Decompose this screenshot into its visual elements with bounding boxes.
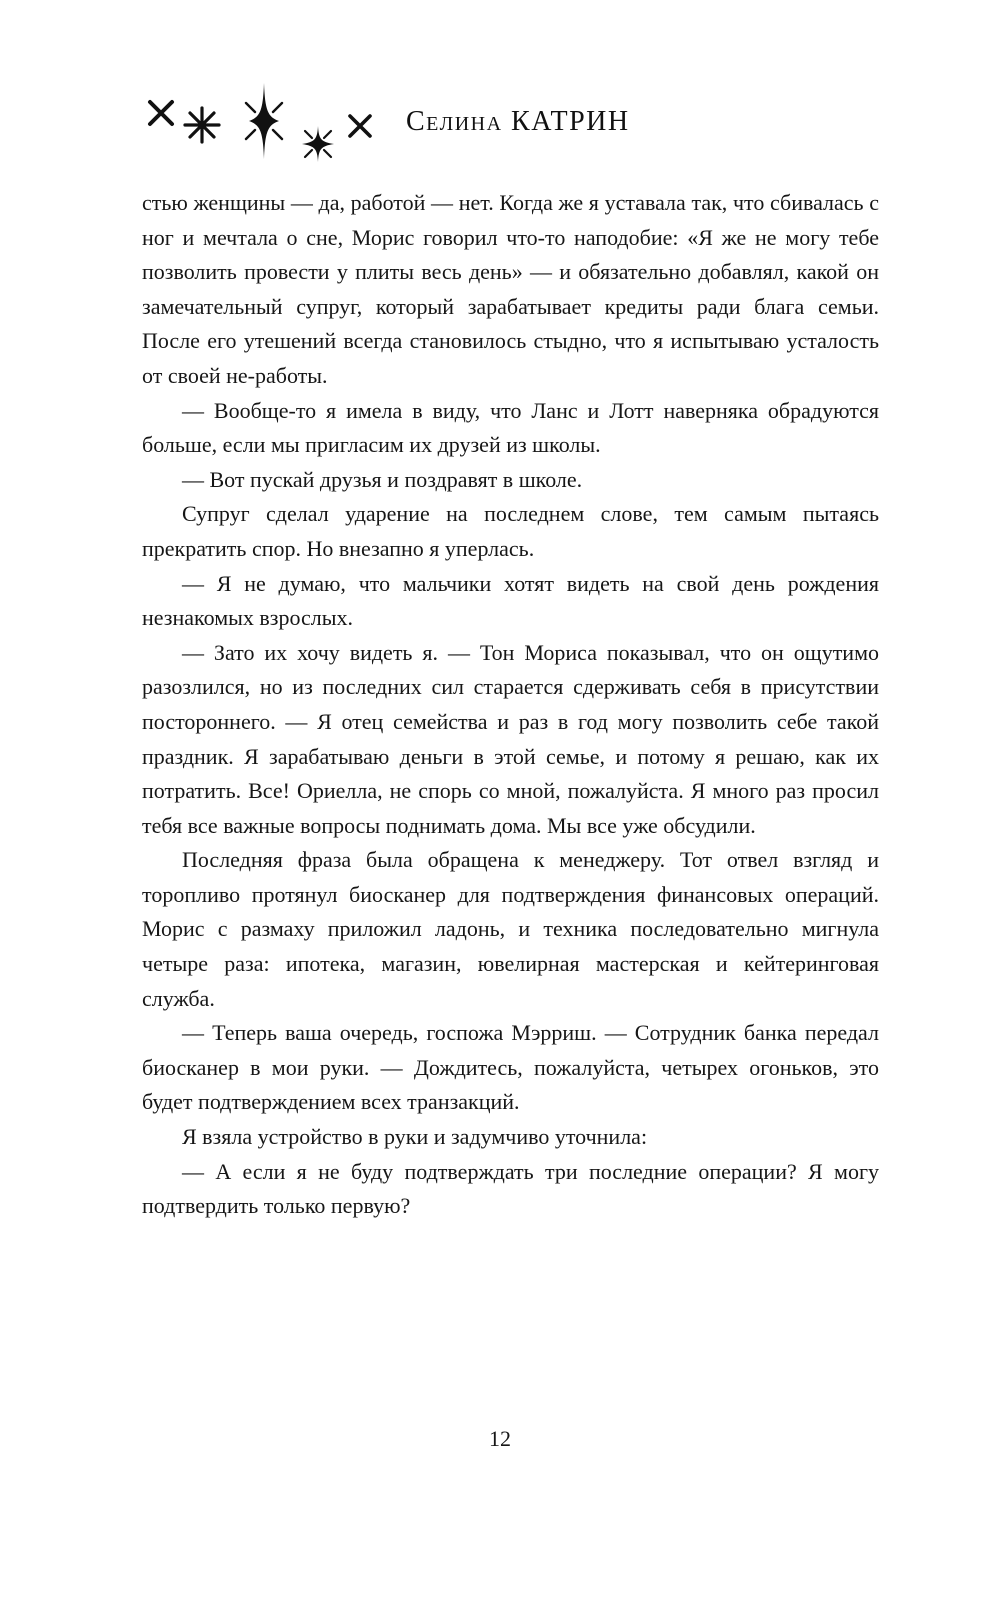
paragraph: стью женщины — да, работой — нет. Когда же я уставала так, что сбивалась с ног и мечтала о сне, Морис говорил что-то наподобие: «Я же не могу тебе позволить провести у плиты весь день» — и обязательно добавлял, какой он замечательный супруг, который зарабатывает кредиты ради блага семьи. После его утешений всегда становилось стыдно, что я испытываю усталость от своей не-работы. (142, 190, 879, 388)
paragraph: Я взяла устройство в руки и задумчиво уточнила: (182, 1124, 648, 1150)
paragraph: Супруг сделал ударение на последнем слове, тем самым пытаясь прекратить спор. Но внезапно я уперлась. (142, 501, 879, 561)
paragraph: — Теперь ваша очередь, госпожа Мэрриш. — Сотрудник банка передал биосканер в мои руки. — Дождитесь, пожалуйста, четырех огоньков, это будет подтверждением всех транзакций. (142, 1020, 879, 1115)
page-number: 12 (489, 1426, 511, 1451)
paragraph: Последняя фраза была обращена к менеджеру. Тот отвел взгляд и торопливо протянул биосканер для подтверждения финансовых операций. Морис с размаху приложил ладонь, и техника последовательно мигнула четыре раза: ипотека, магазин, ювелирная мастерская и кейтеринговая служба. (142, 847, 879, 1011)
paragraph: — Зато их хочу видеть я. — Тон Мориса показывал, что он ощутимо разозлился, но из последних сил старается сдерживать себя в присутствии постороннего. — Я отец семейства и раз в год могу позволить себе такой праздник. Я зарабатываю деньги в этой семье, и потому я решаю, как их потратить. Все! Ориелла, не спорь со мной, пожалуйста. Я много раз просил тебя все важные вопросы поднимать дома. Мы все уже обсудили. (142, 639, 879, 838)
paragraph: — Вот пускай друзья и поздравят в школе. (182, 466, 583, 492)
paragraph: — Я не думаю, что мальчики хотят видеть на свой день рождения незнакомых взрослых. (142, 570, 879, 631)
body-text (142, 186, 879, 1224)
page-header (142, 78, 878, 168)
paragraph: — Вообще-то я имела в виду, что Ланс и Лотт наверняка обрадуются больше, если мы пригласим их друзей из школы. (142, 397, 879, 458)
author-name: Селина КАТРИН (406, 106, 630, 137)
paragraph: — А если я не буду подтверждать три последние операции? Я могу подтвердить только первую? (142, 1158, 879, 1219)
stars-decoration-icon (142, 82, 378, 166)
